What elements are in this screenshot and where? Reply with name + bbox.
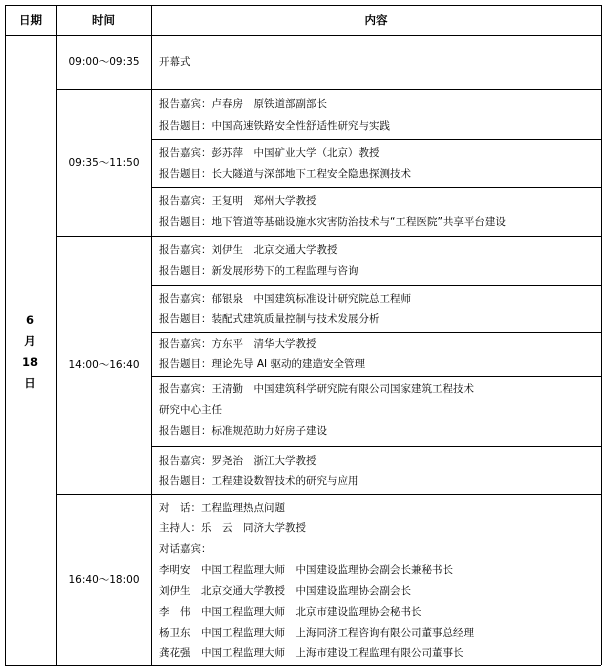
time-slot-dialogue: 16:40～18:00: [68, 574, 140, 586]
slot-divider: [56, 494, 601, 495]
topic-line: 报告题目：标准规范助力好房子建设: [159, 425, 327, 437]
header-content: 内容: [364, 13, 388, 27]
speaker-line: 报告嘉宾：王清勤 中国建筑科学研究院有限公司国家建筑工程技术: [159, 383, 474, 395]
date-day: 6: [25, 313, 34, 327]
speaker-line: 报告嘉宾：卢春房 原铁道部副部长: [159, 98, 327, 110]
date-column-divider: [56, 5, 57, 665]
entry-divider: [151, 446, 601, 447]
entry-divider: [151, 285, 601, 286]
speaker-line: 报告嘉宾：王复明 郑州大学教授: [159, 195, 317, 207]
date-number: 18: [21, 355, 38, 369]
dialogue-guest: 刘伊生 北京交通大学教授 中国建设监理协会副会长: [159, 585, 411, 597]
opening-ceremony: 开幕式: [159, 56, 191, 68]
topic-line: 报告题目：装配式建筑质量控制与技术发展分析: [159, 313, 380, 325]
topic-line: 报告题目：长大隧道与深部地下工程安全隐患探测技术: [159, 168, 411, 180]
topic-line: 报告题目：理论先导 AI 驱动的建造安全管理: [159, 358, 365, 370]
table-border-top: [5, 5, 601, 6]
table-border-bottom: [5, 665, 601, 666]
entry-divider: [151, 139, 601, 140]
speaker-line-continued: 研究中心主任: [159, 404, 222, 416]
speaker-line: 报告嘉宾：刘伊生 北京交通大学教授: [159, 244, 338, 256]
dialogue-guest: 李 伟 中国工程监理大师 北京市建设监理协会秘书长: [159, 606, 422, 618]
entry-divider: [151, 376, 601, 377]
date-day-char: 日: [24, 376, 36, 390]
time-column-divider: [151, 5, 152, 665]
dialogue-guest: 杨卫东 中国工程监理大师 上海同济工程咨询有限公司董事总经理: [159, 627, 474, 639]
dialogue-host: 主持人：乐 云 同济大学教授: [159, 522, 306, 534]
speaker-line: 报告嘉宾：罗尧治 浙江大学教授: [159, 455, 317, 467]
date-cell: [5, 310, 55, 394]
topic-line: 报告题目：中国高速铁路安全性舒适性研究与实践: [159, 120, 390, 132]
time-slot-afternoon: 14:00～16:40: [68, 359, 140, 371]
dialogue-topic: 对 话：工程监理热点问题: [159, 502, 285, 514]
date-month-char: 月: [24, 334, 36, 348]
entry-divider: [151, 187, 601, 188]
speaker-line: 报告嘉宾：彭苏萍 中国矿业大学（北京）教授: [159, 147, 380, 159]
time-slot-morning: 09:35～11:50: [68, 157, 140, 169]
dialogue-guest: 李明安 中国工程监理大师 中国建设监理协会副会长兼秘书长: [159, 564, 453, 576]
topic-line: 报告题目：新发展形势下的工程监理与咨询: [159, 265, 359, 277]
header-time: 时间: [92, 13, 115, 27]
speaker-line: 报告嘉宾：方东平 清华大学教授: [159, 338, 317, 350]
topic-line: 报告题目：工程建设数智技术的研究与应用: [159, 475, 359, 487]
header-date: 日期: [19, 13, 42, 27]
slot-divider: [56, 89, 601, 90]
entry-divider: [151, 332, 601, 333]
speaker-line: 报告嘉宾：郁银泉 中国建筑标准设计研究院总工程师: [159, 293, 411, 305]
topic-line: 报告题目：地下管道等基础设施水灾害防治技术与“工程医院”共享平台建设: [159, 216, 506, 228]
dialogue-guests-label: 对话嘉宾：: [159, 543, 212, 555]
table-border-right: [601, 5, 602, 665]
slot-divider: [56, 236, 601, 237]
dialogue-guest: 龚花强 中国工程监理大师 上海市建设工程监理有限公司董事长: [159, 647, 464, 659]
time-slot-opening: 09:00～09:35: [68, 56, 140, 68]
header-divider: [5, 35, 601, 36]
